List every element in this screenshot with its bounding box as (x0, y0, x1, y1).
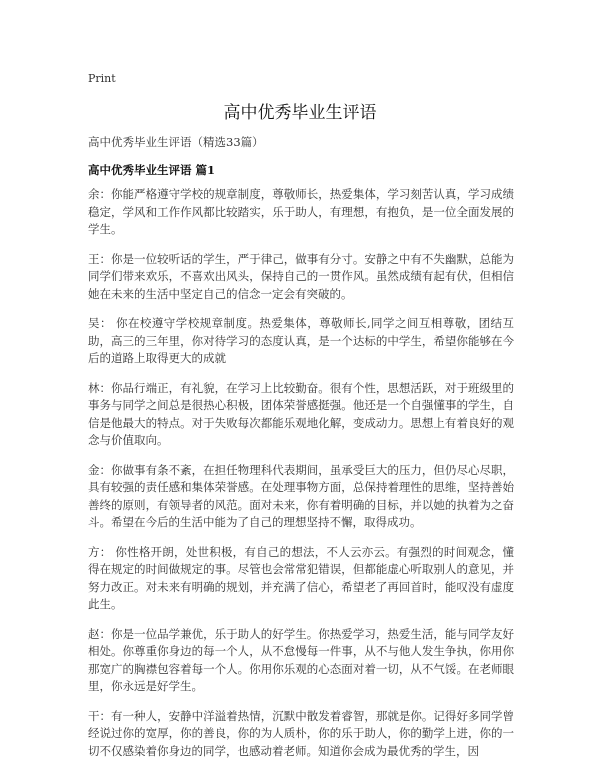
paragraph: 吴： 你在校遵守学校规章制度。热爱集体，尊敬师长,同学之间互相尊敬，团结互助，高三的三年里，你对待学习的态度认真，是一个达标的中学生，希望你能够在今后的道路上取得更大的成就 (88, 316, 514, 365)
paragraph: 金：你做事有条不紊，在担任物理科代表期间，虽承受巨大的压力，但仍尽心尽职，具有较强的责任感和集体荣誉感。在处理事物方面，总保持着理性的思维，坚持善始善终的原则，有领导者的风范。面对未来，你有着明确的目标，并以她的执着为之奋斗。希望在今后的生活中能为了自己的理想坚持不懈，取得成功。 (88, 462, 514, 529)
paragraph: 方： 你性格开朗，处世积极，有自己的想法，不人云亦云。有强烈的时间观念，懂得在规定的时间做规定的事。尽管也会常常犯错误，但都能虚心听取别人的意见，并努力改正。对未来有明确的规划，并充满了信心，希望老了再回首时，能叹没有虚度此生。 (88, 544, 514, 611)
print-label[interactable]: Print (88, 72, 116, 85)
paragraph: 余：你能严格遵守学校的规章制度，尊敬师长，热爱集体，学习刻苦认真，学习成绩稳定，学风和工作作风都比较踏实，乐于助人，有理想，有抱负，是一位全面发展的学生。 (88, 187, 514, 236)
paragraph: 干：有一种人，安静中洋溢着热情，沉默中散发着睿智，那就是你。记得好多同学曾经说过你的宽厚，你的善良，你的为人质朴，你的乐于助人，你的勤学上进，你的一切不仅感染着你身边的同学，也感动着老师。知道你会成为最优秀的学生，因 (88, 708, 514, 758)
paragraph: 林：你品行端正，有礼貌，在学习上比较勤奋。很有个性，思想活跃，对于班级里的事务与同学之间总是很热心积极，团体荣誉感挺强。他还是一个自强懂事的学生，自信是他最大的特点。对于失败每次都能乐观地化解，变成动力。思想上有着良好的观念与价值取向。 (88, 380, 514, 447)
document-body (88, 186, 514, 772)
document-title: 高中优秀毕业生评语 (223, 103, 377, 123)
section-heading: 高中优秀毕业生评语 篇1 (88, 163, 216, 177)
document-subtitle: 高中优秀毕业生评语（精选33篇） (88, 135, 264, 149)
paragraph: 赵：你是一位品学兼优，乐于助人的好学生。你热爱学习，热爱生活，能与同学友好相处。你尊重你身边的每一个人，从不怠慢每一件事，从不与他人发生争执，你用你那宽广的胸襟包容着每一个人。你用你乐观的心态面对着一切，从不气馁。在老师眼里，你永远是好学生。 (88, 626, 514, 693)
paragraph: 王：你是一位较听话的学生，严于律己，做事有分寸。安静之中有不失幽默，总能为同学们带来欢乐，不喜欢出风头，保持自己的一贯作风。虽然成绩有起有伏，但相信她在未来的生活中坚定自己的信念一定会有突破的。 (88, 251, 514, 301)
